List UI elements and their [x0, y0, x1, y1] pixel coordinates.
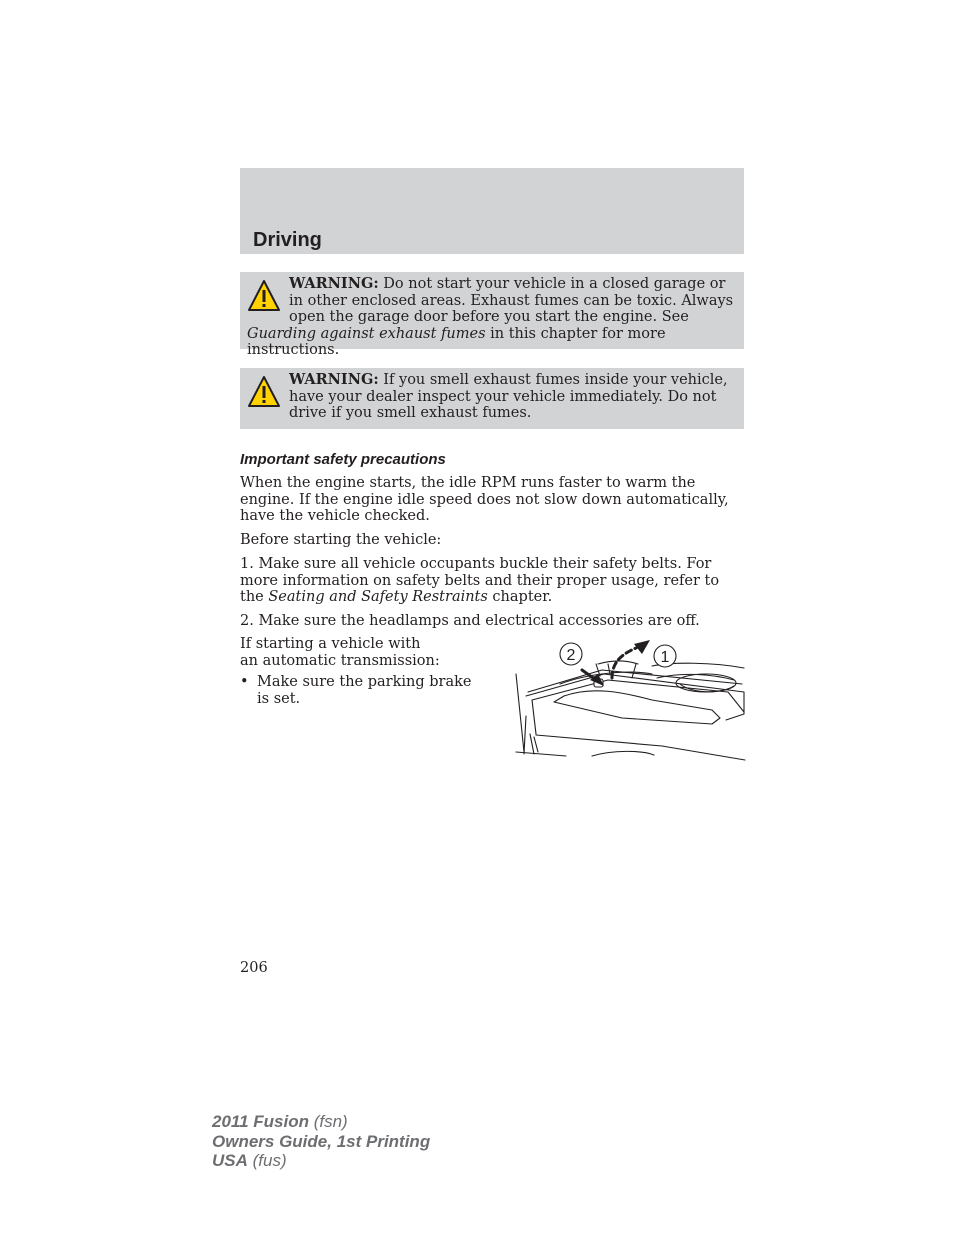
page-number: 206 — [240, 960, 268, 976]
parking-brake-illustration — [512, 634, 748, 764]
chapter-reference: Seating and Safety Restraints — [268, 589, 488, 605]
cross-reference: Guarding against exhaust fumes — [247, 325, 486, 342]
warning-text: If you smell exhaust fumes inside your vehicle, have your dealer inspect your vehicle immediately. Do not drive if you smell exhaust fumes. — [289, 372, 728, 421]
callout-1-label: 1 — [660, 649, 670, 666]
bullet-marker: • — [240, 674, 249, 690]
warning-label: WARNING: — [289, 371, 379, 388]
warning-triangle-icon — [247, 375, 281, 409]
warning-text-tail: in this chapter for more instructions. — [247, 325, 666, 358]
step-1-tail: chapter. — [487, 589, 553, 605]
footer-market: USA — [212, 1151, 248, 1170]
chapter-title: Driving — [253, 229, 322, 251]
footer-line-market — [212, 1151, 430, 1171]
warning-box-exhaust — [240, 368, 744, 429]
document-footer — [212, 1112, 430, 1171]
paragraph-before-starting: Before starting the vehicle: — [240, 532, 442, 548]
step-1-safety-belts — [240, 556, 744, 606]
subsection-heading: Important safety precautions — [240, 451, 446, 468]
step-1-text: 1. Make sure all vehicle occupants buckle their safety belts. For more information on safety belts and their proper usage, refer to the — [240, 556, 720, 605]
footer-market-code: (fus) — [247, 1151, 287, 1170]
footer-model: 2011 Fusion — [212, 1112, 309, 1131]
automatic-transmission-intro: If starting a vehicle with an automatic transmission: — [240, 636, 440, 669]
footer-model-code: (fsn) — [309, 1112, 348, 1131]
footer-line-model — [212, 1112, 430, 1132]
callout-2-label: 2 — [566, 647, 576, 664]
paragraph-idle-rpm: When the engine starts, the idle RPM runs faster to warm the engine. If the engine idle speed does not slow down automatically, have the vehicle checked. — [240, 475, 729, 524]
footer-printing: Owners Guide, 1st Printing — [212, 1131, 431, 1151]
warning-text: Do not start your vehicle in a closed garage or in other enclosed areas. Exhaust fumes can be toxic. Always open the garage door before you start the engine. See — [289, 276, 734, 325]
warning-box-garage — [240, 272, 744, 358]
step-2-headlamps: 2. Make sure the headlamps and electrical accessories are off. — [240, 613, 700, 629]
warning-triangle-icon — [247, 279, 281, 313]
bullet-text: Make sure the parking brake is set. — [257, 674, 472, 707]
warning-label: WARNING: — [289, 275, 379, 292]
